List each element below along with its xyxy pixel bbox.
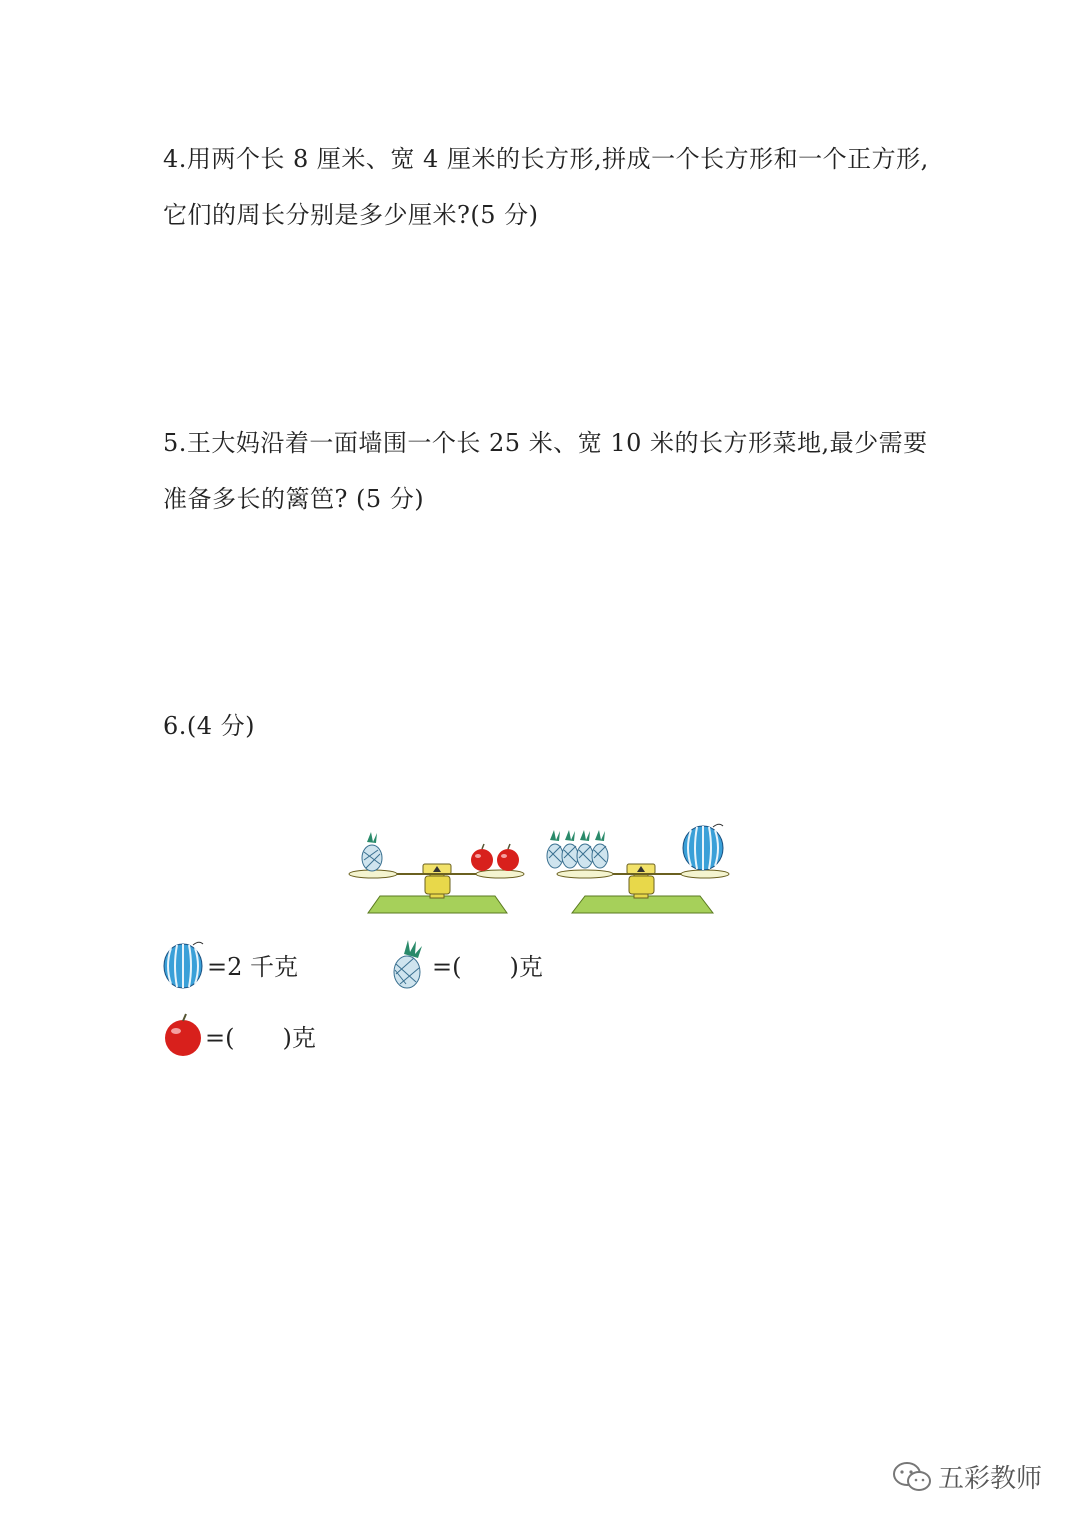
question-5: 5.王大妈沿着一面墙围一个长 25 米、宽 10 米的长方形菜地,最少需要准备多长的篱笆? (5 分) <box>163 429 928 513</box>
question-4: 4.用两个长 8 厘米、宽 4 厘米的长方形,拼成一个长方形和一个正方形,它们的周长分别是多少厘米?(5 分) <box>163 145 929 229</box>
apple-weight: =( )克 <box>205 1023 316 1052</box>
watermelon-equation <box>163 938 298 990</box>
balance-scale-right <box>545 818 735 918</box>
wechat-icon <box>892 1460 932 1494</box>
pineapple-icon <box>577 830 593 868</box>
pineapple-weight: =( )克 <box>432 952 543 981</box>
apple-icon <box>471 844 493 871</box>
pineapple-icon <box>592 830 608 868</box>
apple-equation <box>163 1012 316 1058</box>
watermark <box>892 1458 1042 1495</box>
pineapple-icon <box>547 830 563 868</box>
pineapple-icon <box>390 938 430 990</box>
watermark-text: 五彩教师 <box>938 1464 1043 1494</box>
pineapple-icon <box>362 832 382 871</box>
watermelon-icon <box>683 824 723 870</box>
question-6: 6.(4 分) <box>163 712 256 740</box>
balance-scale-left <box>345 828 530 918</box>
pineapple-icon <box>562 830 578 868</box>
apple-icon <box>163 1012 203 1058</box>
watermelon-weight: =2 千克 <box>207 952 299 981</box>
watermelon-icon <box>163 938 205 990</box>
pineapple-equation <box>390 938 543 990</box>
apple-icon <box>497 844 519 871</box>
